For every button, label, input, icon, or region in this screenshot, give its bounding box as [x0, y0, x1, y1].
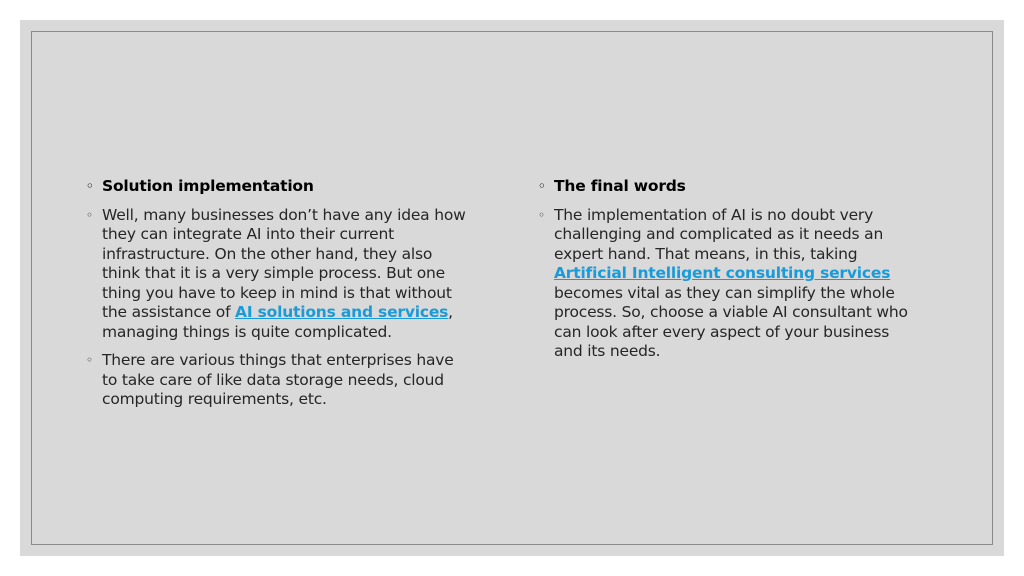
left-heading: Solution implementation [102, 177, 314, 195]
right-heading-item [538, 177, 913, 197]
bullet-icon: ◦ [86, 353, 93, 367]
left-paragraph-2 [86, 351, 466, 410]
left-paragraph-1 [86, 206, 466, 343]
ai-consulting-link[interactable]: Artificial Intelligent consulting services [554, 264, 891, 282]
left-p2-text: There are various things that enterprises have to take care of like data storage needs, cloud computing requirements, etc. [102, 351, 454, 408]
bullet-icon: ◦ [86, 207, 93, 222]
left-p1-text-before: Well, many businesses don’t have any idea how they can integrate AI into their current infrastructure. On the other hand, they also think that it is a very simple process. But one thing you have to keep in mind is that without the assistance of [102, 205, 466, 321]
bullet-icon: ◦ [86, 179, 94, 193]
left-bullet-list [86, 177, 466, 410]
slide [20, 20, 1004, 556]
left-column [86, 177, 466, 419]
right-heading: The final words [554, 177, 686, 195]
ai-solutions-link[interactable]: AI solutions and services [235, 303, 449, 321]
right-column [538, 177, 913, 371]
left-heading-item [86, 177, 466, 197]
right-p1-text-after: becomes vital as they can simplify the whole process. So, choose a viable AI consultant who can look after every aspect of your business and its needs. [554, 283, 908, 360]
bullet-icon: ◦ [538, 179, 546, 193]
bullet-icon: ◦ [538, 207, 545, 222]
right-paragraph-1 [538, 206, 913, 362]
right-p1-text-before: The implementation of AI is no doubt very challenging and complicated as it needs an expert hand. That means, in this, taking [554, 205, 884, 263]
right-bullet-list [538, 177, 913, 362]
left-p1-text-after: , managing things is quite complicated. [102, 303, 453, 341]
